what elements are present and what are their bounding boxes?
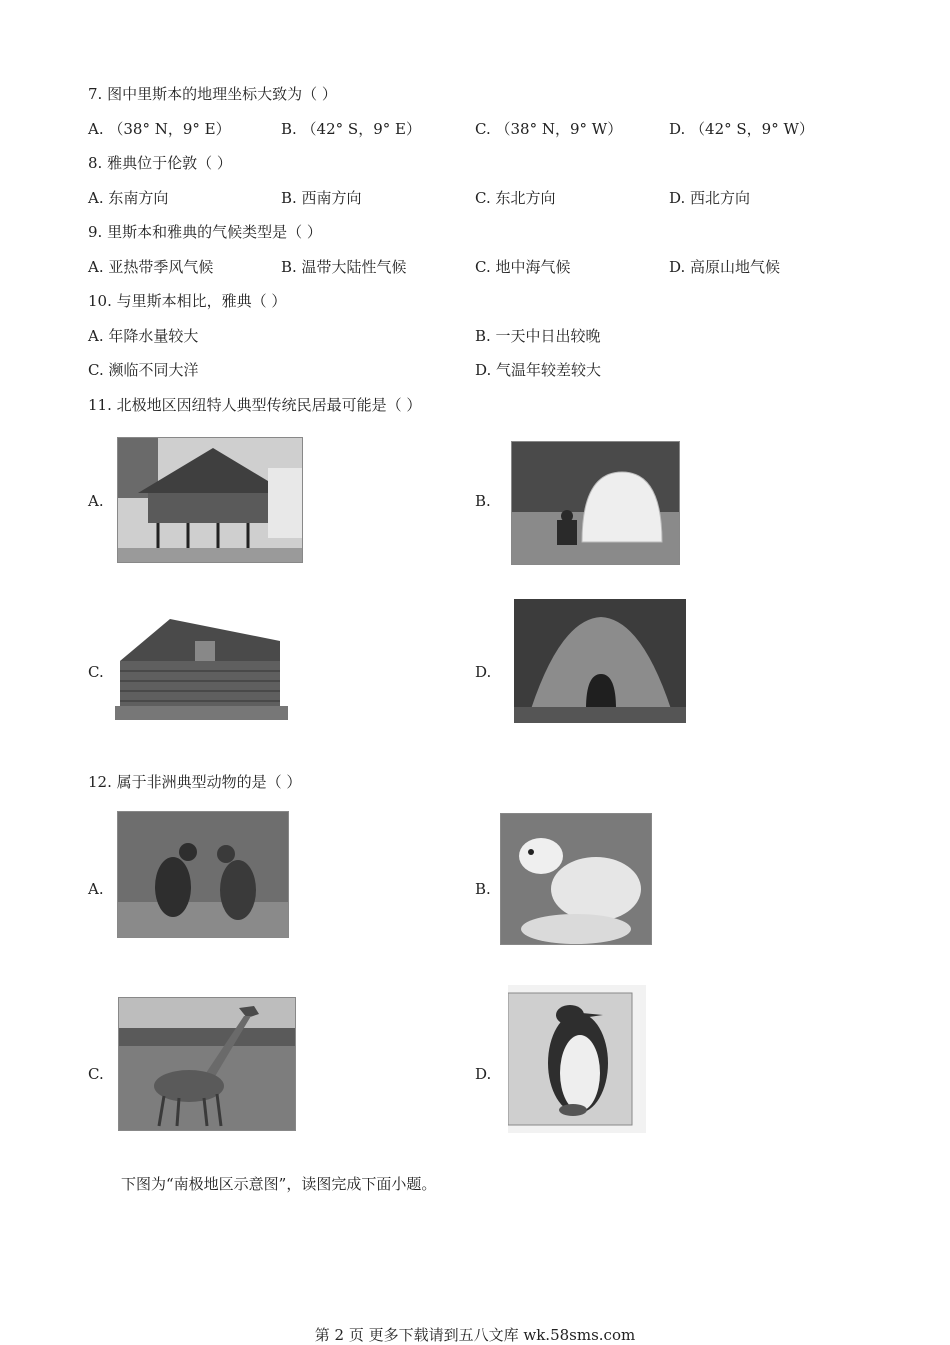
question-10-option-c: C. 濒临不同大洋: [88, 361, 199, 379]
question-10-option-d: D. 气温年较差较大: [475, 361, 602, 379]
stilt-house-image: [117, 437, 303, 563]
question-7-option-c: C. （38° N，9° W）: [475, 120, 623, 138]
question-12-stem: 12. 属于非洲典型动物的是（ ）: [88, 773, 302, 791]
section-intro: 下图为“南极地区示意图”，读图完成下面小题。: [121, 1175, 437, 1193]
question-11-label-a: A.: [88, 492, 104, 510]
question-8-stem: 8. 雅典位于伦敦（ ）: [88, 154, 232, 172]
question-7-option-d: D. （42° S，9° W）: [669, 120, 814, 138]
question-12-label-b: B.: [475, 880, 491, 898]
question-11-label-d: D.: [475, 663, 492, 681]
question-10-option-a: A. 年降水量较大: [88, 327, 199, 345]
question-7-option-a: A. （38° N，9° E）: [88, 120, 231, 138]
question-8-option-d: D. 西北方向: [669, 189, 751, 207]
question-9-option-c: C. 地中海气候: [475, 258, 571, 276]
question-7-stem: 7. 图中里斯本的地理坐标大致为（ ）: [88, 85, 337, 103]
question-11-label-c: C.: [88, 663, 104, 681]
kangaroo-image: [117, 811, 289, 938]
question-9-option-d: D. 高原山地气候: [669, 258, 781, 276]
question-8-option-b: B. 西南方向: [281, 189, 362, 207]
question-7-option-b: B. （42° S，9° E）: [281, 120, 421, 138]
giraffe-image: [118, 997, 296, 1131]
question-12-label-d: D.: [475, 1065, 492, 1083]
question-12-label-c: C.: [88, 1065, 104, 1083]
question-12-label-a: A.: [88, 880, 104, 898]
question-8-option-a: A. 东南方向: [88, 189, 169, 207]
question-9-stem: 9. 里斯本和雅典的气候类型是（ ）: [88, 223, 322, 241]
page-footer: 第 2 页 更多下载请到五八文库 wk.58sms.com: [314, 1326, 636, 1344]
log-cabin-image: [115, 611, 288, 720]
thatched-hut-image: [501, 599, 704, 733]
question-8-option-c: C. 东北方向: [475, 189, 556, 207]
penguin-image: [508, 985, 646, 1133]
question-10-stem: 10. 与里斯本相比，雅典（ ）: [88, 292, 287, 310]
question-11-stem: 11. 北极地区因纽特人典型传统民居最可能是（ ）: [88, 396, 422, 414]
question-11-label-b: B.: [475, 492, 491, 510]
polar-bear-image: [500, 813, 652, 945]
igloo-image: [511, 441, 680, 565]
question-9-option-b: B. 温带大陆性气候: [281, 258, 407, 276]
question-9-option-a: A. 亚热带季风气候: [88, 258, 214, 276]
question-10-option-b: B. 一天中日出较晚: [475, 327, 601, 345]
